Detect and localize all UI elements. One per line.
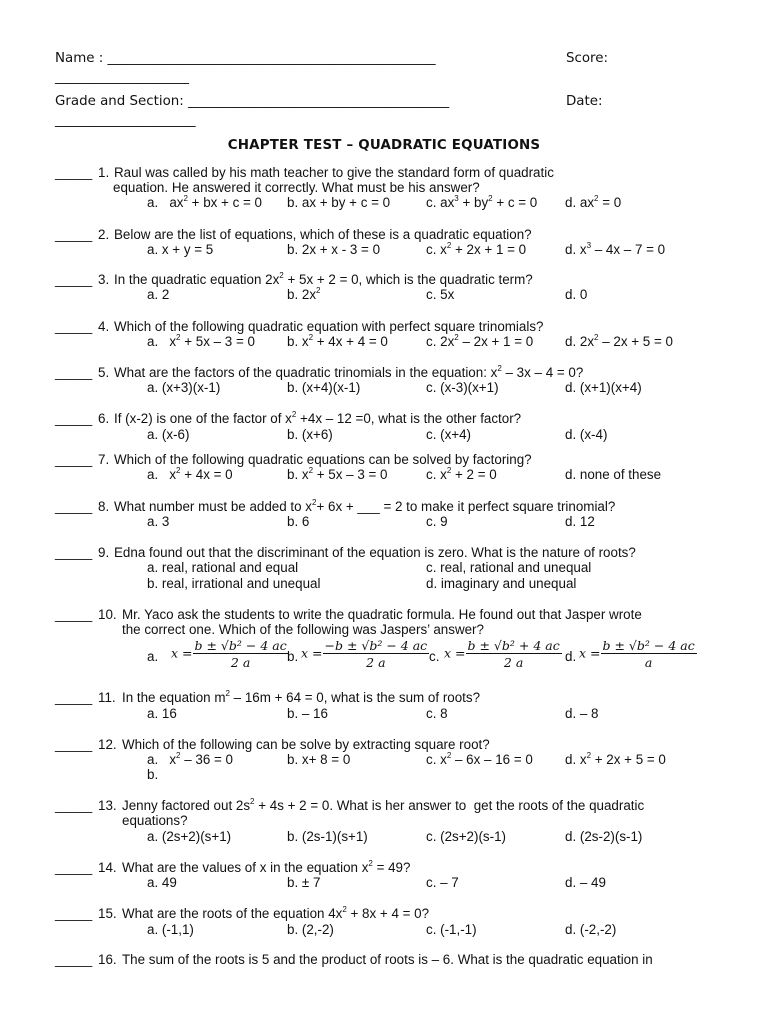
- option-b[interactable]: b. – 16: [287, 706, 328, 721]
- question-text: Below are the list of equations, which of these is a quadratic equation?: [114, 227, 532, 242]
- option-c[interactable]: [444, 638, 562, 670]
- score-blank[interactable]: ____________________: [55, 70, 189, 85]
- formula-fraction: [466, 638, 562, 670]
- option-a[interactable]: a. 16: [147, 706, 177, 721]
- question-number: 6.: [98, 411, 110, 426]
- option-b[interactable]: b. (x+4)(x-1): [287, 380, 361, 395]
- question-number: 2.: [98, 227, 110, 242]
- question-number: 13.: [98, 798, 117, 813]
- option-d[interactable]: d. $2x^2 - 2x + 5 = 0$: [565, 333, 673, 349]
- option-b[interactable]: b. ± 7: [287, 875, 321, 890]
- answer-blank[interactable]: _____: [55, 227, 93, 242]
- option-d[interactable]: d. (x-4): [565, 427, 608, 442]
- option-d[interactable]: d. (2s-2)(s-1): [565, 829, 643, 844]
- question-text: Edna found out that the discriminant of the equation is zero. What is the nature of roots?: [114, 545, 636, 560]
- option-a[interactable]: a. (-1,1): [147, 922, 194, 937]
- question-number: 12.: [98, 737, 117, 752]
- option-d-label: d.: [565, 649, 577, 664]
- option-d[interactable]: d. $ax^2 = 0$: [565, 194, 622, 210]
- option-c[interactable]: c. – 7: [426, 875, 459, 890]
- option-b[interactable]: b. $2x^2$: [287, 286, 321, 302]
- option-a-label: a.: [147, 649, 159, 664]
- question-text: Jenny factored out $2s^2 + 4s + 2 = 0$. What is her answer to get the roots of the quadratic: [122, 797, 645, 813]
- formula-lhs: x =: [579, 645, 601, 661]
- option-d[interactable]: d. (x+1)(x+4): [565, 380, 642, 395]
- option-a[interactable]: a. x + y = 5: [147, 242, 214, 257]
- option-c-label: c.: [429, 649, 440, 664]
- answer-blank[interactable]: _____: [55, 165, 93, 180]
- option-c[interactable]: c. (2s+2)(s-1): [426, 829, 506, 844]
- question-number: 10.: [98, 607, 117, 622]
- option-b[interactable]: b. (x+6): [287, 427, 333, 442]
- question-number: 8.: [98, 499, 110, 514]
- question-number: 1.: [98, 165, 110, 180]
- question-text: In the equation $m^2 - 16m + 64 = 0$, what is the sum of roots?: [122, 689, 481, 705]
- option-c[interactable]: c. $ax^3 + by^2 + c = 0$: [426, 194, 538, 210]
- question-number: 3.: [98, 272, 110, 287]
- formula-fraction: [601, 638, 697, 670]
- formula-fraction: [323, 638, 430, 670]
- option-b[interactable]: b. $x^2 + 4x + 4 = 0$: [287, 333, 388, 349]
- option-c[interactable]: c. $x^2 + 2 = 0$: [426, 466, 497, 482]
- formula-lhs: x =: [301, 645, 323, 661]
- date-label: Date:: [566, 94, 603, 109]
- option-d[interactable]: [579, 638, 697, 670]
- answer-blank[interactable]: _____: [55, 607, 93, 622]
- answer-blank[interactable]: _____: [55, 452, 93, 467]
- answer-blank[interactable]: _____: [55, 411, 93, 426]
- answer-blank[interactable]: _____: [55, 319, 93, 334]
- option-a[interactable]: a. $x^2 + 4x = 0$: [147, 466, 233, 482]
- option-b[interactable]: b. 2x + x - 3 = 0: [287, 242, 381, 257]
- option-c[interactable]: c. (-1,-1): [426, 922, 477, 937]
- name-field[interactable]: Name : _________________________________________________: [55, 51, 436, 66]
- formula-lhs: x =: [171, 645, 193, 661]
- formula-denominator: a: [644, 655, 653, 670]
- option-d[interactable]: d. (-2,-2): [565, 922, 617, 937]
- option-a[interactable]: a. 49: [147, 875, 177, 890]
- option-b[interactable]: [301, 638, 429, 670]
- option-d[interactable]: d. $x^3 - 4x - 7 = 0$: [565, 241, 666, 257]
- question-text: Which of the following can be solve by extracting square root?: [122, 737, 490, 752]
- option-extra: b.: [147, 767, 159, 782]
- option-c[interactable]: c. $x^2 + 2x + 1 = 0$: [426, 241, 527, 257]
- formula-lhs: x =: [444, 645, 466, 661]
- option-b-label: b.: [287, 649, 299, 664]
- option-b[interactable]: b. ax + by + c = 0: [287, 195, 391, 210]
- answer-blank[interactable]: _____: [55, 545, 93, 560]
- option-c[interactable]: c. (x+4): [426, 427, 472, 442]
- formula-numerator: b ± √b² − 4 ac: [602, 638, 695, 653]
- question-text: What are the factors of the quadratic trinomials in the equation: $x^2 - 3x - 4 = 0$?: [114, 364, 584, 380]
- option-b[interactable]: b. real, irrational and unequal: [147, 576, 321, 591]
- question-text: In the quadratic equation $2x^2 + 5x + 2 = 0$, which is the quadratic term?: [114, 271, 533, 287]
- question-text: What are the roots of the equation $4x^2 + 8x + 4 = 0$?: [122, 905, 430, 921]
- score-label: Score:: [566, 51, 609, 66]
- option-c[interactable]: c. 8: [426, 706, 448, 721]
- option-a[interactable]: a. real, rational and equal: [147, 560, 299, 575]
- date-blank[interactable]: _____________________: [55, 113, 196, 128]
- option-b[interactable]: b. (2s-1)(s+1): [287, 829, 368, 844]
- answer-blank[interactable]: _____: [55, 365, 93, 380]
- option-b[interactable]: b. (2,-2): [287, 922, 334, 937]
- option-d[interactable]: d. 12: [565, 514, 595, 529]
- option-a[interactable]: [171, 638, 289, 670]
- answer-blank[interactable]: _____: [55, 906, 93, 921]
- question-number: 5.: [98, 365, 110, 380]
- formula-denominator: 2 a: [503, 655, 524, 670]
- question-text: Mr. Yaco ask the students to write the quadratic formula. He found out that Jasper wrote: [122, 607, 642, 622]
- option-a[interactable]: a. $x^2 + 5x - 3 = 0$: [147, 333, 255, 349]
- answer-blank[interactable]: _____: [55, 798, 93, 813]
- option-c[interactable]: c. 5x: [426, 287, 455, 302]
- formula-denominator: 2 a: [366, 655, 386, 670]
- answer-blank[interactable]: _____: [55, 860, 93, 875]
- option-b[interactable]: b. x+ 8 = 0: [287, 752, 351, 767]
- option-a[interactable]: a. (x-6): [147, 427, 190, 442]
- option-b[interactable]: b. 6: [287, 514, 310, 529]
- answer-blank[interactable]: _____: [55, 690, 93, 705]
- answer-blank[interactable]: _____: [55, 952, 93, 967]
- option-d[interactable]: d. imaginary and unequal: [426, 576, 577, 591]
- option-c[interactable]: c. (x-3)(x+1): [426, 380, 499, 395]
- answer-blank[interactable]: _____: [55, 737, 93, 752]
- question-number: 16.: [98, 952, 117, 967]
- question-number: 4.: [98, 319, 110, 334]
- answer-blank[interactable]: _____: [55, 499, 93, 514]
- option-c[interactable]: c. $2x^2 - 2x + 1 = 0$: [426, 333, 534, 349]
- option-a[interactable]: a. 3: [147, 514, 170, 529]
- formula-numerator: b ± √b² + 4 ac: [467, 638, 560, 653]
- option-d[interactable]: d. $x^2 + 2x + 5 = 0$: [565, 751, 666, 767]
- question-text-cont: the correct one. Which of the following was Jaspers’ answer?: [122, 622, 484, 637]
- option-c[interactable]: c. real, rational and unequal: [426, 560, 592, 575]
- option-c[interactable]: c. 9: [426, 514, 448, 529]
- question-text-cont: equation. He answered it correctly. What must be his answer?: [113, 180, 480, 195]
- question-number: 7.: [98, 452, 110, 467]
- option-d[interactable]: d. none of these: [565, 467, 662, 482]
- question-number: 15.: [98, 906, 117, 921]
- question-number: 14.: [98, 860, 117, 875]
- answer-blank[interactable]: _____: [55, 272, 93, 287]
- option-a[interactable]: a. (x+3)(x-1): [147, 380, 221, 395]
- formula-numerator: −b ± √b² − 4 ac: [324, 638, 428, 653]
- question-text: The sum of the roots is 5 and the product of roots is – 6. What is the quadratic equation in: [122, 952, 653, 967]
- question-text: If (x-2) is one of the factor of $x^2 +4x - 12 =0$, what is the other factor?: [114, 410, 522, 426]
- question-text: What are the values of x in the equation $x^2 = 49$?: [122, 859, 411, 875]
- question-text: What number must be added to $x^2+ 6x$ + ___ = 2 to make it perfect square trinomial?: [114, 498, 616, 514]
- question-text: Raul was called by his math teacher to give the standard form of quadratic: [114, 165, 554, 180]
- option-a[interactable]: a. (2s+2)(s+1): [147, 829, 232, 844]
- question-text: Which of the following quadratic equations can be solved by factoring?: [114, 452, 532, 467]
- formula-denominator: 2 a: [230, 655, 251, 670]
- option-d[interactable]: d. – 8: [565, 706, 599, 721]
- question-number: 11.: [98, 690, 116, 705]
- option-d[interactable]: d. 0: [565, 287, 588, 302]
- grade-section-field[interactable]: Grade and Section: _______________________________________: [55, 94, 450, 109]
- question-number: 9.: [98, 545, 110, 560]
- option-a[interactable]: a. $x^2 - 36 = 0$: [147, 751, 233, 767]
- formula-fraction: [193, 638, 289, 670]
- formula-numerator: b ± √b² − 4 ac: [194, 638, 287, 653]
- question-text-cont: equations?: [122, 813, 188, 828]
- option-d[interactable]: d. – 49: [565, 875, 606, 890]
- option-a[interactable]: a. $ax^2$ + bx + c = 0: [147, 194, 263, 210]
- option-b[interactable]: b. $x^2 + 5x - 3 = 0$: [287, 466, 388, 482]
- option-c[interactable]: c. $x^2 - 6x - 16 = 0$: [426, 751, 533, 767]
- page-title: CHAPTER TEST – QUADRATIC EQUATIONS: [227, 138, 541, 153]
- option-a[interactable]: a. 2: [147, 287, 170, 302]
- question-text: Which of the following quadratic equation with perfect square trinomials?: [114, 319, 544, 334]
